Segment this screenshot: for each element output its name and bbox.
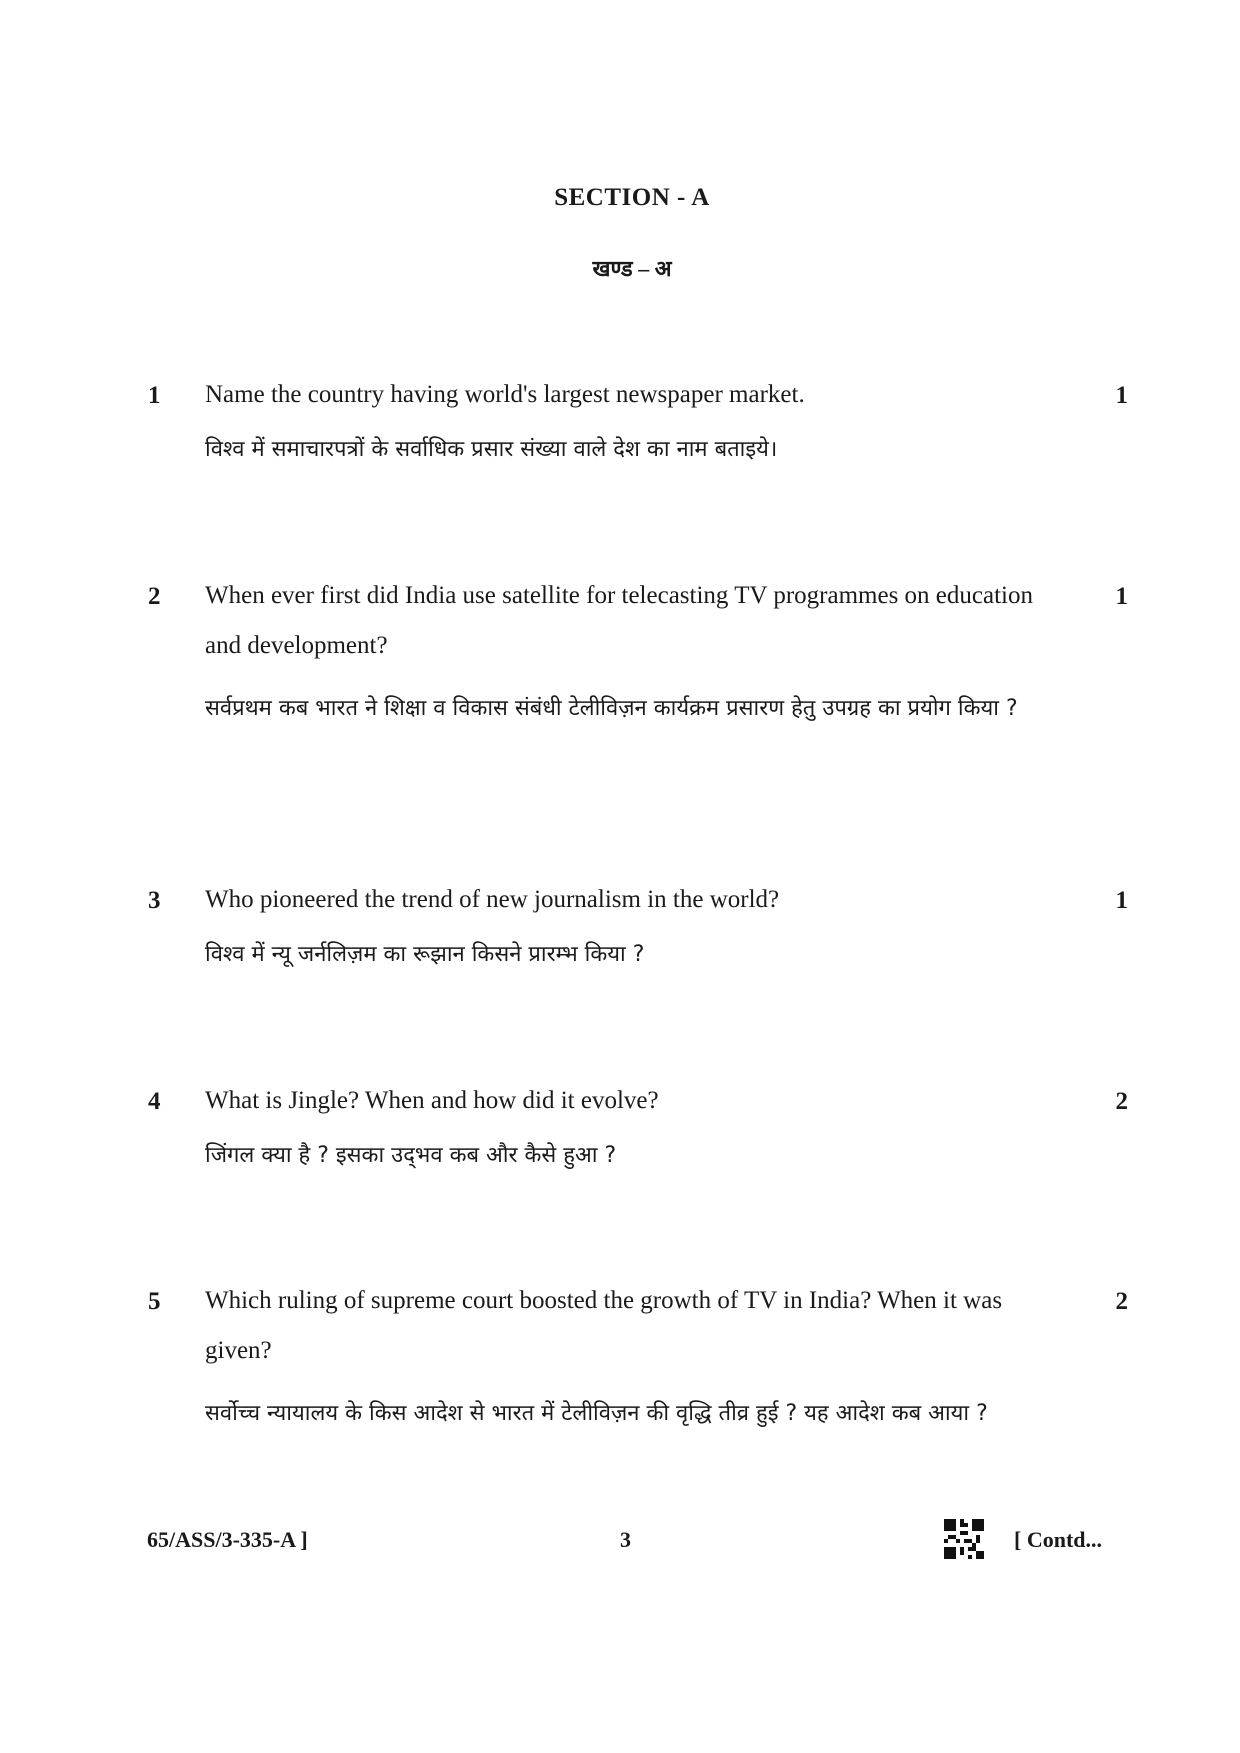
section-title: SECTION - A xyxy=(554,184,710,211)
question-number: 1 xyxy=(148,382,161,409)
question-marks: 1 xyxy=(1115,583,1128,610)
question-marks: 1 xyxy=(1115,887,1128,914)
question-text-english: Which ruling of supreme court boosted the growth of TV in India? When it was given? xyxy=(205,1287,1003,1364)
continued-label: [ Contd... xyxy=(1014,1527,1103,1552)
question-text-english: Who pioneered the trend of new journalism in the world? xyxy=(205,886,780,913)
question-text-english: Name the country having world's largest newspaper market. xyxy=(205,381,805,408)
question-text-hindi: विश्व में समाचारपत्रों के सर्वाधिक प्रसार संख्या वाले देश का नाम बताइये। xyxy=(205,437,778,462)
question-text-english: What is Jingle? When and how did it evolve? xyxy=(205,1087,659,1114)
question-number: 5 xyxy=(148,1288,161,1315)
question-marks: 2 xyxy=(1115,1088,1128,1115)
section-subtitle-hindi: खण्ड – अ xyxy=(592,256,672,281)
question-text-english: When ever first did India use satellite for telecasting TV programmes on education and development? xyxy=(205,582,1033,659)
question-text-hindi: सर्वप्रथम कब भारत ने शिक्षा व विकास संबंधी टेलीविज़न कार्यक्रम प्रसारण हेतु उपग्रह का प्रयोग किया ? xyxy=(205,696,1018,721)
question-text-hindi: सर्वोच्च न्यायालय के किस आदेश से भारत में टेलीविज़न की वृद्धि तीव्र हुई ? यह आदेश कब आया ? xyxy=(205,1401,988,1426)
question-marks: 2 xyxy=(1115,1288,1128,1315)
question-text-hindi: विश्व में न्यू जर्नलिज़म का रूझान किसने प्रारम्भ किया ? xyxy=(205,942,645,967)
question-text-hindi: जिंगल क्या है ? इसका उद्‌भव कब और कैसे हुआ ? xyxy=(205,1143,617,1168)
qr-code-icon xyxy=(944,1519,984,1559)
question-marks: 1 xyxy=(1115,382,1128,409)
paper-code: 65/ASS/3-335-A ] xyxy=(147,1527,308,1552)
question-number: 4 xyxy=(148,1088,161,1115)
question-number: 3 xyxy=(148,887,161,914)
question-number: 2 xyxy=(148,583,161,610)
page-number: 3 xyxy=(620,1527,631,1552)
